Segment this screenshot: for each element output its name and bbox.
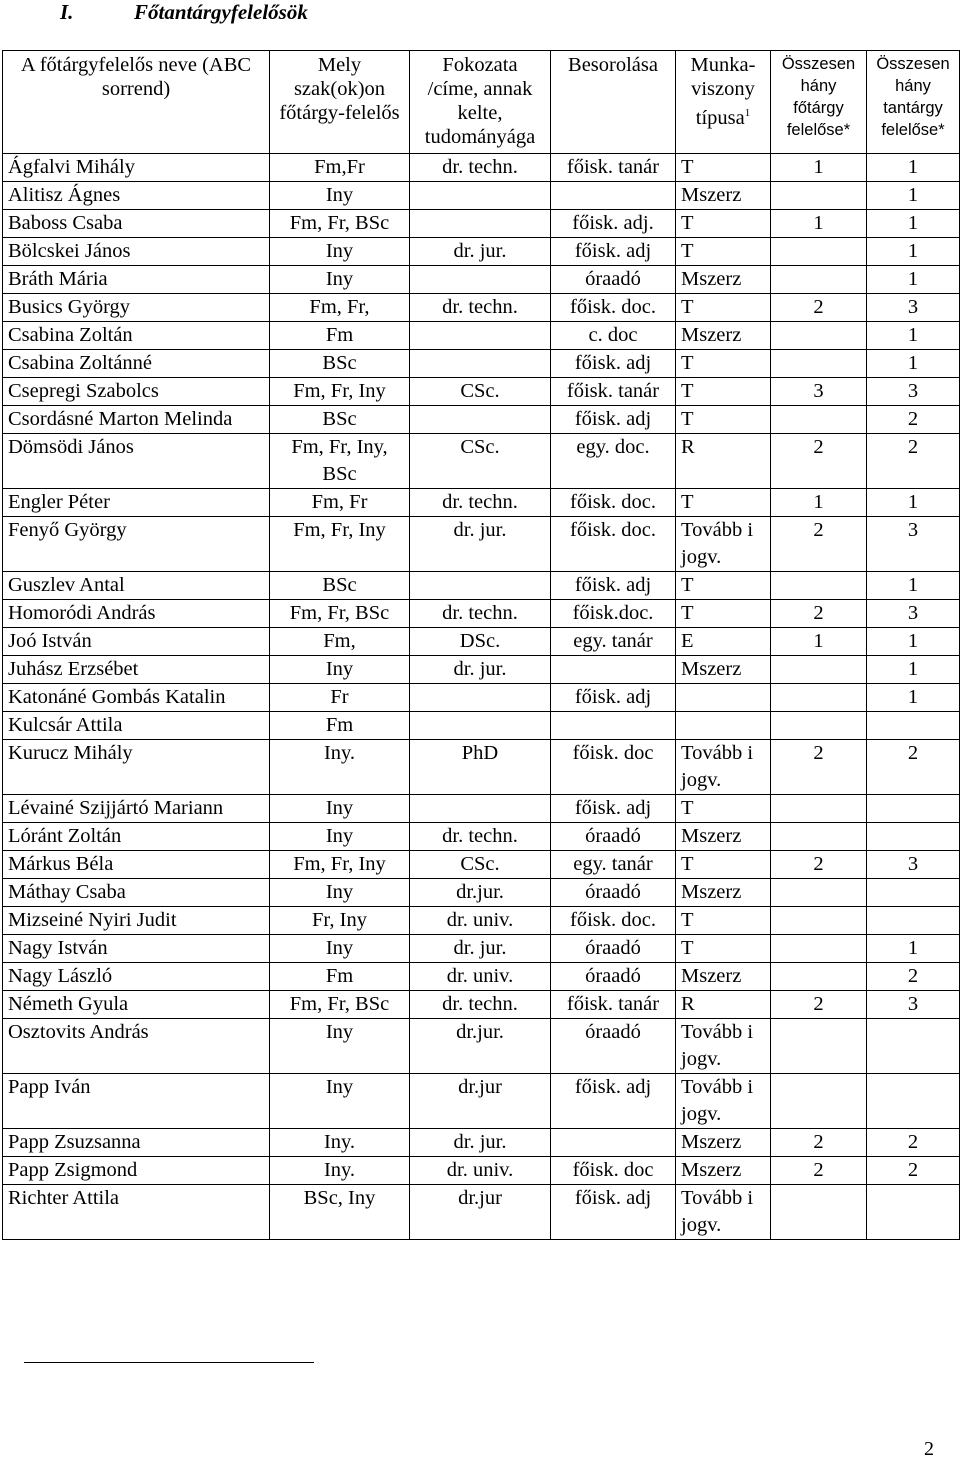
cell-name: Papp Iván	[3, 1074, 270, 1129]
table-row	[3, 434, 960, 489]
cell-total-main-subjects: 1	[771, 628, 867, 656]
cell-position: főisk. tanár	[551, 154, 676, 182]
table-row	[3, 489, 960, 517]
cell-total-main-subjects: 2	[771, 740, 867, 795]
cell-total-main-subjects: 1	[771, 489, 867, 517]
cell-employment-type: Tovább i jogv.	[676, 1019, 771, 1074]
cell-employment-type: T	[676, 935, 771, 963]
footnote-mark: 1	[744, 107, 751, 119]
subject-leaders-table	[2, 50, 960, 1240]
cell-name: Csordásné Marton Melinda	[3, 406, 270, 434]
cell-total-subjects	[867, 879, 960, 907]
cell-name: Nagy László	[3, 963, 270, 991]
cell-employment-type	[676, 712, 771, 740]
cell-employment-type: T	[676, 572, 771, 600]
cell-total-main-subjects: 2	[771, 517, 867, 572]
cell-degree: dr. techn.	[410, 600, 551, 628]
cell-total-main-subjects	[771, 1185, 867, 1240]
cell-total-subjects: 1	[867, 210, 960, 238]
cell-degree: dr. techn.	[410, 489, 551, 517]
cell-position: c. doc	[551, 322, 676, 350]
cell-total-subjects: 3	[867, 600, 960, 628]
header-majors: Mely szak(ok)on főtárgy-felelős	[270, 51, 410, 154]
cell-degree: dr. techn.	[410, 154, 551, 182]
table-row	[3, 1129, 960, 1157]
cell-position: óraadó	[551, 266, 676, 294]
cell-name: Márkus Béla	[3, 851, 270, 879]
cell-degree: DSc.	[410, 628, 551, 656]
cell-position: főisk. adj	[551, 1074, 676, 1129]
cell-employment-type: Tovább i jogv.	[676, 1074, 771, 1129]
cell-degree	[410, 210, 551, 238]
cell-position: óraadó	[551, 1019, 676, 1074]
cell-degree: dr.jur	[410, 1185, 551, 1240]
cell-employment-type: T	[676, 294, 771, 322]
cell-employment-type: E	[676, 628, 771, 656]
cell-degree	[410, 572, 551, 600]
cell-position: főisk. adj.	[551, 210, 676, 238]
table-row	[3, 600, 960, 628]
cell-total-subjects: 1	[867, 489, 960, 517]
cell-position: egy. tanár	[551, 851, 676, 879]
cell-name: Baboss Csaba	[3, 210, 270, 238]
table-row	[3, 1157, 960, 1185]
cell-degree: CSc.	[410, 434, 551, 489]
cell-total-main-subjects: 2	[771, 851, 867, 879]
cell-majors: Fm, Fr, BSc	[270, 600, 410, 628]
cell-degree: dr. univ.	[410, 1157, 551, 1185]
cell-total-main-subjects	[771, 935, 867, 963]
cell-name: Nagy István	[3, 935, 270, 963]
cell-total-subjects: 3	[867, 517, 960, 572]
cell-position: főisk. adj	[551, 572, 676, 600]
cell-total-subjects: 2	[867, 406, 960, 434]
cell-total-subjects: 1	[867, 238, 960, 266]
cell-name: Papp Zsuzsanna	[3, 1129, 270, 1157]
cell-employment-type: T	[676, 907, 771, 935]
cell-employment-type: T	[676, 238, 771, 266]
cell-degree: dr. techn.	[410, 294, 551, 322]
cell-name: Lévainé Szijjártó Mariann	[3, 795, 270, 823]
page-number: 2	[924, 1438, 934, 1460]
cell-position: főisk. adj	[551, 684, 676, 712]
cell-total-subjects: 2	[867, 1157, 960, 1185]
cell-majors: Fm, Fr,	[270, 294, 410, 322]
cell-total-subjects: 1	[867, 322, 960, 350]
cell-employment-type: Mszerz	[676, 823, 771, 851]
cell-name: Kulcsár Attila	[3, 712, 270, 740]
cell-degree: PhD	[410, 740, 551, 795]
cell-majors: BSc	[270, 350, 410, 378]
cell-position: főisk. doc.	[551, 517, 676, 572]
cell-total-subjects: 3	[867, 991, 960, 1019]
cell-position: főisk. doc.	[551, 489, 676, 517]
cell-position: egy. doc.	[551, 434, 676, 489]
cell-position: főisk. adj	[551, 238, 676, 266]
cell-position: főisk. doc	[551, 1157, 676, 1185]
cell-majors: Iny	[270, 823, 410, 851]
cell-employment-type: T	[676, 600, 771, 628]
table-row	[3, 294, 960, 322]
table-row	[3, 907, 960, 935]
cell-employment-type: Mszerz	[676, 656, 771, 684]
cell-total-main-subjects: 2	[771, 1129, 867, 1157]
cell-position: főisk.doc.	[551, 600, 676, 628]
cell-majors: Fm, Fr	[270, 489, 410, 517]
cell-majors: Iny	[270, 879, 410, 907]
cell-degree: dr. jur.	[410, 656, 551, 684]
cell-employment-type: Mszerz	[676, 879, 771, 907]
cell-employment-type: Tovább i jogv.	[676, 517, 771, 572]
footnote-separator	[24, 1362, 314, 1363]
cell-total-subjects: 1	[867, 266, 960, 294]
cell-degree: dr.jur.	[410, 879, 551, 907]
table-row	[3, 712, 960, 740]
cell-total-main-subjects	[771, 684, 867, 712]
cell-employment-type: Mszerz	[676, 182, 771, 210]
cell-degree	[410, 350, 551, 378]
cell-degree: dr. techn.	[410, 991, 551, 1019]
table-row	[3, 517, 960, 572]
cell-total-subjects	[867, 907, 960, 935]
cell-name: Mizseiné Nyiri Judit	[3, 907, 270, 935]
cell-total-main-subjects	[771, 656, 867, 684]
cell-employment-type	[676, 684, 771, 712]
cell-position: főisk. tanár	[551, 378, 676, 406]
cell-majors: Iny	[270, 1019, 410, 1074]
cell-position	[551, 656, 676, 684]
table-row	[3, 266, 960, 294]
cell-degree: dr. univ.	[410, 963, 551, 991]
cell-total-main-subjects	[771, 322, 867, 350]
cell-total-subjects: 2	[867, 1129, 960, 1157]
cell-majors: Fm, Fr, BSc	[270, 991, 410, 1019]
table-row	[3, 1074, 960, 1129]
cell-majors: Fm,	[270, 628, 410, 656]
cell-total-subjects: 1	[867, 182, 960, 210]
header-degree: Fokozata /címe, annak kelte, tudományága	[410, 51, 551, 154]
cell-total-main-subjects	[771, 963, 867, 991]
cell-degree	[410, 406, 551, 434]
cell-total-main-subjects	[771, 879, 867, 907]
table-row	[3, 238, 960, 266]
cell-position: főisk. adj	[551, 1185, 676, 1240]
cell-majors: BSc	[270, 406, 410, 434]
table-row	[3, 406, 960, 434]
cell-total-main-subjects	[771, 182, 867, 210]
cell-employment-type: T	[676, 378, 771, 406]
cell-degree: dr.jur.	[410, 1019, 551, 1074]
section-title: Főtantárgyfelelősök	[134, 0, 308, 24]
table-row	[3, 991, 960, 1019]
table-row	[3, 182, 960, 210]
cell-total-main-subjects	[771, 712, 867, 740]
cell-position: főisk. adj	[551, 350, 676, 378]
cell-total-main-subjects	[771, 350, 867, 378]
cell-name: Dömsödi János	[3, 434, 270, 489]
cell-total-subjects: 2	[867, 963, 960, 991]
cell-name: Homoródi András	[3, 600, 270, 628]
cell-position: óraadó	[551, 963, 676, 991]
cell-total-subjects: 1	[867, 656, 960, 684]
cell-majors: Iny	[270, 1074, 410, 1129]
table-row	[3, 154, 960, 182]
cell-total-subjects: 1	[867, 350, 960, 378]
cell-name: Bölcskei János	[3, 238, 270, 266]
cell-total-main-subjects	[771, 823, 867, 851]
table-row	[3, 656, 960, 684]
cell-total-subjects: 2	[867, 740, 960, 795]
cell-name: Papp Zsigmond	[3, 1157, 270, 1185]
cell-majors: Iny.	[270, 740, 410, 795]
cell-name: Csabina Zoltánné	[3, 350, 270, 378]
table-row	[3, 963, 960, 991]
cell-name: Richter Attila	[3, 1185, 270, 1240]
cell-total-subjects	[867, 1074, 960, 1129]
cell-degree: dr.jur	[410, 1074, 551, 1129]
cell-total-main-subjects: 2	[771, 600, 867, 628]
cell-total-main-subjects	[771, 795, 867, 823]
cell-majors: Fm	[270, 322, 410, 350]
cell-majors: Iny.	[270, 1157, 410, 1185]
cell-position	[551, 1129, 676, 1157]
cell-majors: Iny	[270, 656, 410, 684]
table-row	[3, 350, 960, 378]
cell-degree	[410, 795, 551, 823]
header-name: A főtárgyfelelős neve (ABC sorrend)	[3, 51, 270, 154]
cell-position: főisk. tanár	[551, 991, 676, 1019]
cell-degree	[410, 182, 551, 210]
cell-total-main-subjects: 2	[771, 294, 867, 322]
cell-total-main-subjects	[771, 1019, 867, 1074]
table-row	[3, 684, 960, 712]
table-body	[3, 154, 960, 1240]
cell-total-subjects: 3	[867, 378, 960, 406]
cell-total-subjects	[867, 823, 960, 851]
table-row	[3, 322, 960, 350]
cell-employment-type: Tovább i jogv.	[676, 740, 771, 795]
cell-majors: Fm, Fr, Iny, BSc	[270, 434, 410, 489]
cell-employment-type: T	[676, 851, 771, 879]
header-position: Besorolása	[551, 51, 676, 154]
cell-total-subjects	[867, 795, 960, 823]
cell-total-main-subjects: 2	[771, 434, 867, 489]
cell-employment-type: Mszerz	[676, 266, 771, 294]
table-row	[3, 1185, 960, 1240]
header-employment-type	[676, 51, 771, 154]
table-row	[3, 823, 960, 851]
cell-total-main-subjects	[771, 406, 867, 434]
cell-majors: Fm, Fr, Iny	[270, 851, 410, 879]
table-header-row	[3, 51, 960, 154]
cell-employment-type: T	[676, 154, 771, 182]
cell-total-main-subjects: 1	[771, 210, 867, 238]
table-row	[3, 935, 960, 963]
cell-majors: Fm,Fr	[270, 154, 410, 182]
table-row	[3, 1019, 960, 1074]
table-row	[3, 879, 960, 907]
section-heading	[60, 0, 308, 25]
cell-name: Katonáné Gombás Katalin	[3, 684, 270, 712]
cell-total-subjects: 3	[867, 294, 960, 322]
table-row	[3, 572, 960, 600]
cell-majors: Fm, Fr, BSc	[270, 210, 410, 238]
cell-majors: Iny	[270, 795, 410, 823]
cell-degree	[410, 322, 551, 350]
cell-name: Alitisz Ágnes	[3, 182, 270, 210]
cell-degree: CSc.	[410, 851, 551, 879]
cell-degree: dr. jur.	[410, 1129, 551, 1157]
cell-employment-type: R	[676, 991, 771, 1019]
cell-majors: BSc, Iny	[270, 1185, 410, 1240]
header-total-subjects: Összesen hány tantárgy felelőse*	[867, 51, 960, 154]
cell-degree: CSc.	[410, 378, 551, 406]
cell-position: egy. tanár	[551, 628, 676, 656]
cell-name: Bráth Mária	[3, 266, 270, 294]
cell-total-subjects: 1	[867, 684, 960, 712]
cell-majors: Fm, Fr, Iny	[270, 378, 410, 406]
cell-position	[551, 712, 676, 740]
cell-employment-type: R	[676, 434, 771, 489]
cell-employment-type: T	[676, 210, 771, 238]
table-row	[3, 210, 960, 238]
cell-employment-type: T	[676, 795, 771, 823]
cell-total-main-subjects: 2	[771, 1157, 867, 1185]
cell-total-subjects	[867, 1185, 960, 1240]
cell-name: Engler Péter	[3, 489, 270, 517]
cell-name: Juhász Erzsébet	[3, 656, 270, 684]
cell-position: óraadó	[551, 823, 676, 851]
cell-position: főisk. doc	[551, 740, 676, 795]
cell-total-subjects: 3	[867, 851, 960, 879]
cell-employment-type: Mszerz	[676, 322, 771, 350]
cell-position: óraadó	[551, 879, 676, 907]
cell-degree: dr. jur.	[410, 238, 551, 266]
cell-total-main-subjects: 2	[771, 991, 867, 1019]
cell-majors: Iny	[270, 182, 410, 210]
cell-total-subjects	[867, 712, 960, 740]
cell-name: Busics György	[3, 294, 270, 322]
cell-majors: BSc	[270, 572, 410, 600]
cell-degree: dr. jur.	[410, 935, 551, 963]
cell-name: Joó István	[3, 628, 270, 656]
cell-total-subjects: 1	[867, 154, 960, 182]
cell-employment-type: Tovább i jogv.	[676, 1185, 771, 1240]
cell-employment-type: T	[676, 489, 771, 517]
cell-total-main-subjects	[771, 1074, 867, 1129]
cell-name: Fenyő György	[3, 517, 270, 572]
cell-position: főisk. doc.	[551, 294, 676, 322]
cell-name: Guszlev Antal	[3, 572, 270, 600]
cell-name: Máthay Csaba	[3, 879, 270, 907]
cell-total-subjects: 1	[867, 628, 960, 656]
cell-employment-type: Mszerz	[676, 1157, 771, 1185]
cell-name: Ágfalvi Mihály	[3, 154, 270, 182]
cell-position: főisk. adj	[551, 795, 676, 823]
cell-name: Csabina Zoltán	[3, 322, 270, 350]
cell-majors: Iny	[270, 238, 410, 266]
table-row	[3, 628, 960, 656]
cell-name: Osztovits András	[3, 1019, 270, 1074]
cell-position: főisk. doc.	[551, 907, 676, 935]
cell-employment-type: Mszerz	[676, 1129, 771, 1157]
cell-majors: Iny	[270, 935, 410, 963]
cell-total-main-subjects	[771, 907, 867, 935]
cell-total-main-subjects: 3	[771, 378, 867, 406]
cell-employment-type: T	[676, 406, 771, 434]
table-row	[3, 851, 960, 879]
header-total-main-subjects: Összesen hány főtárgy felelőse*	[771, 51, 867, 154]
cell-position	[551, 182, 676, 210]
cell-total-main-subjects: 1	[771, 154, 867, 182]
cell-employment-type: Mszerz	[676, 963, 771, 991]
cell-majors: Fr	[270, 684, 410, 712]
cell-name: Németh Gyula	[3, 991, 270, 1019]
cell-degree: dr. techn.	[410, 823, 551, 851]
cell-total-subjects: 2	[867, 434, 960, 489]
cell-majors: Fr, Iny	[270, 907, 410, 935]
cell-total-subjects	[867, 1019, 960, 1074]
section-number: I.	[60, 0, 74, 24]
cell-name: Kurucz Mihály	[3, 740, 270, 795]
cell-degree	[410, 266, 551, 294]
cell-degree: dr. univ.	[410, 907, 551, 935]
cell-majors: Fm	[270, 712, 410, 740]
table-row	[3, 795, 960, 823]
cell-name: Lóránt Zoltán	[3, 823, 270, 851]
cell-majors: Iny.	[270, 1129, 410, 1157]
cell-degree	[410, 712, 551, 740]
cell-total-subjects: 1	[867, 935, 960, 963]
cell-majors: Fm, Fr, Iny	[270, 517, 410, 572]
cell-total-main-subjects	[771, 238, 867, 266]
cell-majors: Iny	[270, 266, 410, 294]
header-employment-type-label: Munka-viszony típusa	[690, 54, 756, 129]
cell-total-subjects: 1	[867, 572, 960, 600]
cell-position: óraadó	[551, 935, 676, 963]
cell-name: Csepregi Szabolcs	[3, 378, 270, 406]
table-row	[3, 740, 960, 795]
cell-employment-type: T	[676, 350, 771, 378]
table-row	[3, 378, 960, 406]
cell-total-main-subjects	[771, 266, 867, 294]
cell-position: főisk. adj	[551, 406, 676, 434]
cell-total-main-subjects	[771, 572, 867, 600]
cell-majors: Fm	[270, 963, 410, 991]
cell-degree: dr. jur.	[410, 517, 551, 572]
cell-degree	[410, 684, 551, 712]
